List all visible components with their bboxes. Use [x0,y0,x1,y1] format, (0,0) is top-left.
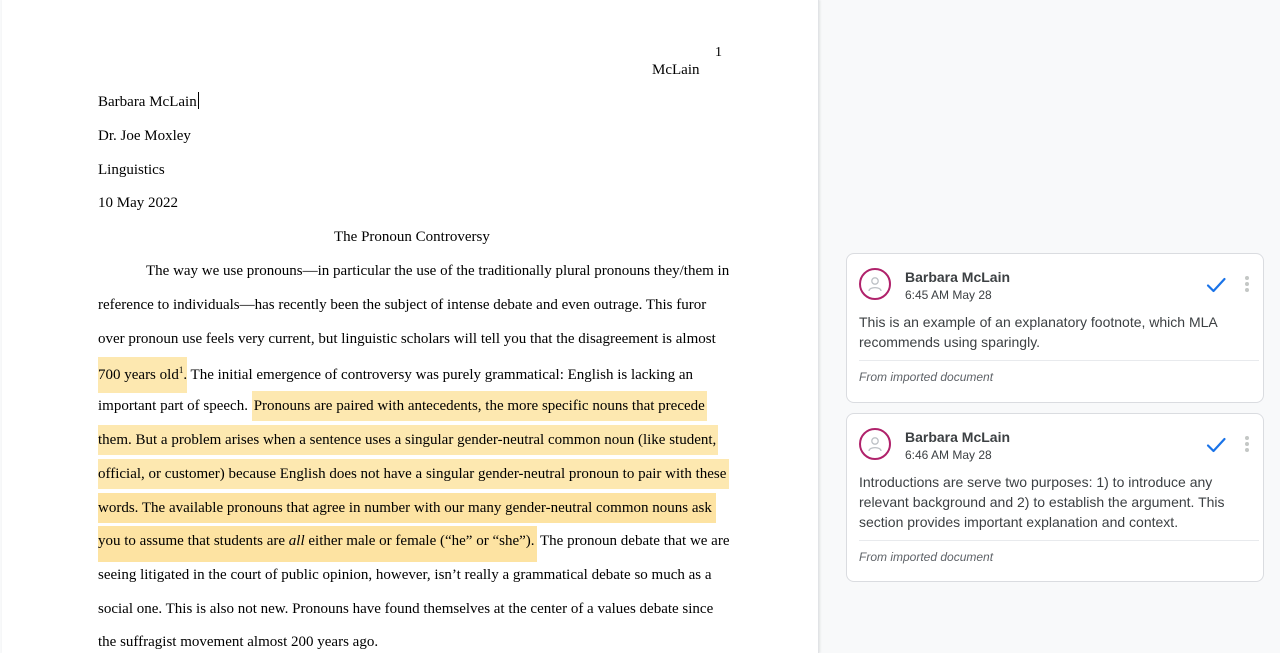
paragraph-line[interactable] [98,430,718,450]
comment-author: Barbara McLain [905,269,1011,285]
paragraph-line[interactable]: social one. This is also not new. Pronouns have found themselves at the center of a values debate since [98,601,714,617]
paragraph-line[interactable]: the suffragist movement almost 200 years ago. [98,634,379,650]
date-heading-line[interactable]: 10 May 2022 [98,195,178,211]
comment-source: From imported document [859,370,994,384]
paper-title[interactable]: The Pronoun Controversy [334,229,490,245]
comment-divider [859,540,1259,541]
comment-card[interactable] [846,413,1264,582]
avatar [859,268,891,300]
paragraph-line[interactable]: you to assume that students are all either male or female (“he” or “she”). The pronoun debate that we are [98,531,730,551]
person-icon [867,276,883,292]
paragraph-line[interactable]: important part of speech. Pronouns are paired with antecedents, the more specific nouns that precede [98,396,707,416]
more-vert-icon[interactable] [1241,434,1253,454]
comment-highlight-intro[interactable]: them. But a problem arises when a sentence uses a singular gender-neutral common noun (like student, [98,425,718,455]
comment-author: Barbara McLain [905,429,1011,445]
footnote-marker[interactable]: 1 [178,365,184,375]
comment-source: From imported document [859,550,994,564]
author-heading-text: Barbara McLain [98,94,197,110]
course-heading-line[interactable]: Linguistics [98,162,165,178]
paragraph-line[interactable] [98,464,729,484]
comment-text: Introductions are serve two purposes: 1) to introduce any relevant background and 2) to establish the argument. This section provides important explanation and context. [859,474,1225,530]
comment-divider [859,360,1259,361]
paragraph-line[interactable]: over pronoun use feels very current, but linguistic scholars will tell you that the disagreement is almost [98,331,716,347]
paragraph-line[interactable]: reference to individuals—has recently been the subject of intense debate and even outrage. This furor [98,297,707,313]
comment-highlight-intro[interactable]: Pronouns are paired with antecedents, the more specific nouns that precede [252,391,707,421]
check-icon[interactable] [1205,434,1227,456]
comment-timestamp: 6:46 AM May 28 [905,448,992,462]
comment-text: This is an example of an explanatory footnote, which MLA recommends using sparingly. [859,314,1217,350]
document-page[interactable] [2,0,819,653]
comment-highlight-intro[interactable]: official, or customer) because English does not have a singular gender-neutral pronoun to pair with these [98,459,729,489]
comment-card[interactable] [846,253,1264,403]
running-head: McLain [652,62,700,78]
comment-highlight-intro[interactable]: you to assume that students are all either male or female (“he” or “she”). [98,526,537,562]
avatar [859,428,891,460]
page-number: 1 [715,45,722,60]
text-cursor [198,92,199,109]
comment-timestamp: 6:45 AM May 28 [905,288,992,302]
paragraph-line[interactable]: 700 years old$^1$. The initial emergence of controversy was purely grammatical: English is lacking an [98,355,693,395]
comment-highlight-footnote[interactable]: 700 years old$^1$. [98,357,187,393]
instructor-heading-line[interactable]: Dr. Joe Moxley [98,128,191,144]
paragraph-line[interactable]: The way we use pronouns—in particular the use of the traditionally plural pronouns they/them in [146,263,730,279]
more-vert-icon[interactable] [1241,274,1253,294]
paragraph-line[interactable] [98,498,716,518]
comment-highlight-intro[interactable]: words. The available pronouns that agree in number with our many gender-neutral common nouns ask [98,493,716,523]
check-icon[interactable] [1205,274,1227,296]
paragraph-line[interactable]: seeing litigated in the court of public opinion, however, isn’t really a grammatical debate so much as a [98,567,712,583]
person-icon [867,436,883,452]
author-heading-line[interactable] [98,92,199,112]
